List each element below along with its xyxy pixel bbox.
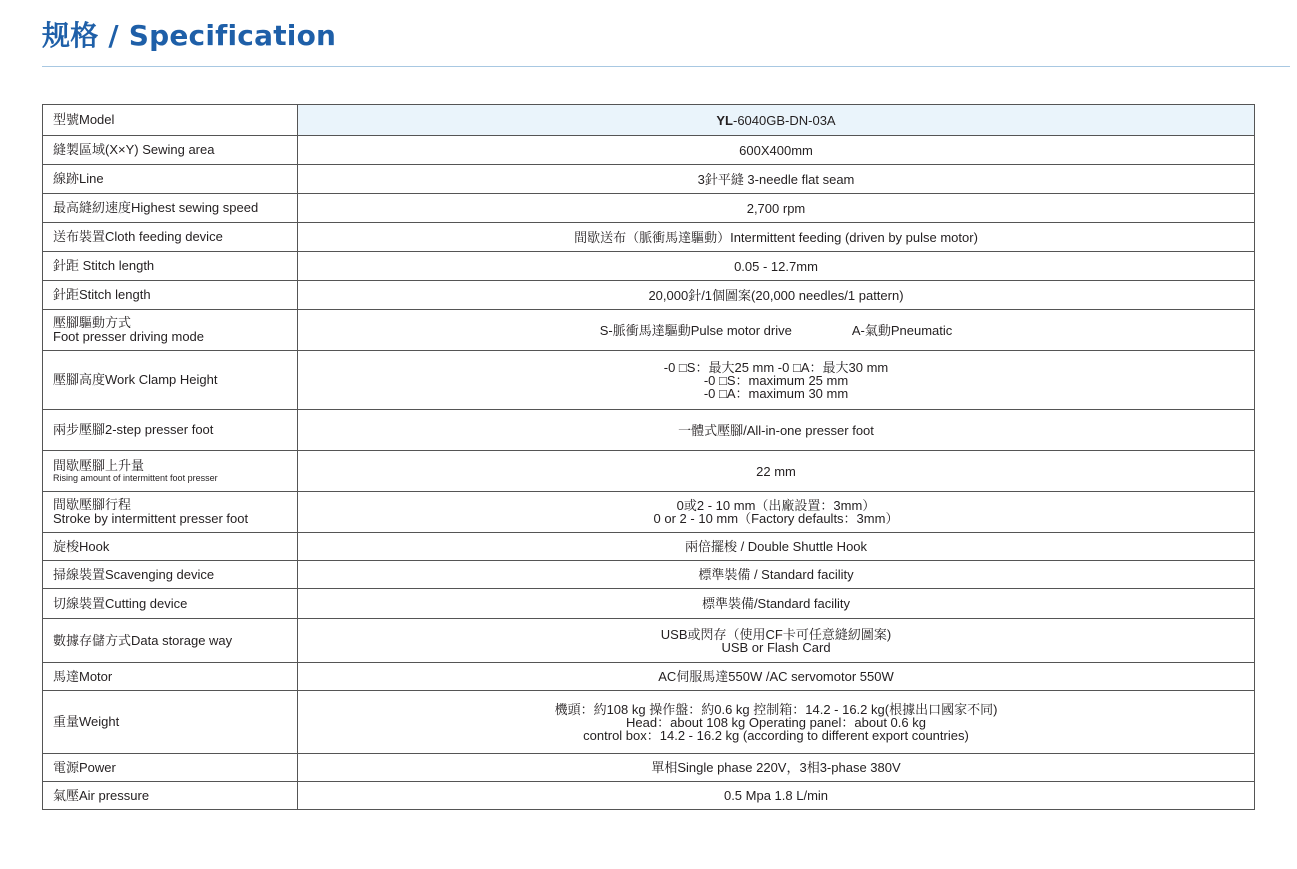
table-row-stitch-count (43, 281, 1255, 310)
row-value: 0.05 - 12.7mm (298, 252, 1255, 281)
row-value: 標準裝備/Standard facility (298, 589, 1255, 619)
row-label: 電源Power (43, 754, 298, 782)
row-label: 兩步壓腳2-step presser foot (43, 410, 298, 451)
row-label: 氣壓Air pressure (43, 782, 298, 810)
spec-table (42, 104, 1255, 810)
value-line: 0或2 - 10 mm（出廠設置：3mm） (676, 498, 876, 513)
table-row-rising-amount (43, 451, 1255, 492)
row-label: 縫製區域(X×Y) Sewing area (43, 136, 298, 165)
table-row-speed (43, 194, 1255, 223)
table-row-stitch-length (43, 252, 1255, 281)
row-value: 間歇送布（脈衝馬達驅動）Intermittent feeding (driven by pulse motor) (298, 223, 1255, 252)
row-value: 一體式壓腳/All-in-one presser foot (298, 410, 1255, 451)
row-label: 重量Weight (43, 691, 298, 754)
model-prefix: YL (716, 112, 733, 128)
row-value: 2,700 rpm (298, 194, 1255, 223)
value-line: -0 □S：maximum 25 mm (703, 372, 849, 388)
row-value: 22 mm (298, 451, 1255, 492)
table-row-line (43, 165, 1255, 194)
row-label-zh: 壓腳驅動方式 (53, 315, 132, 330)
table-row-scavenging (43, 561, 1255, 589)
drive-option-a: A-氣動Pneumatic (851, 322, 953, 338)
row-value: 3針平縫 3-needle flat seam (298, 165, 1255, 194)
row-value (298, 105, 1255, 136)
page-title: 规格 / Specification (42, 19, 337, 52)
table-row-motor (43, 663, 1255, 691)
table-row-data-storage (43, 619, 1255, 663)
value-line: Head：about 108 kg Operating panel：about 0.6 kg (626, 714, 926, 730)
row-label: 壓腳高度Work Clamp Height (43, 351, 298, 410)
row-label: 旋梭Hook (43, 533, 298, 561)
row-label-zh: 間歇壓腳上升量 (53, 457, 145, 473)
row-label: 最高縫紉速度Highest sewing speed (43, 194, 298, 223)
table-row-power (43, 754, 1255, 782)
row-label-zh: 間歇壓腳行程 (53, 497, 132, 512)
row-label: 針距Stitch length (43, 281, 298, 310)
row-value: 標準裝備 / Standard facility (298, 561, 1255, 589)
table-row-weight (43, 691, 1255, 754)
row-label: 針距 Stitch length (43, 252, 298, 281)
value-line: USB or Flash Card (721, 639, 831, 655)
row-value (298, 619, 1255, 663)
value-line: -0 □S：最大25 mm -0 □A：最大30 mm (663, 359, 889, 375)
table-row-sewing-area (43, 136, 1255, 165)
row-label: 數據存儲方式Data storage way (43, 619, 298, 663)
value-line: 機頭：約108 kg 操作盤：約0.6 kg 控制箱：14.2 - 16.2 kg(根據出口國家不同) (554, 701, 998, 717)
row-label: 送布裝置Cloth feeding device (43, 223, 298, 252)
row-value (298, 351, 1255, 410)
model-suffix: -6040GB-DN-03A (733, 112, 836, 128)
table-row-cutting (43, 589, 1255, 619)
table-row-foot-presser-drive (43, 310, 1255, 351)
row-value: 600X400mm (298, 136, 1255, 165)
row-value: 20,000針/1個圖案(20,000 needles/1 pattern) (298, 281, 1255, 310)
value-line: 0 or 2 - 10 mm（Factory defaults：3mm） (653, 511, 899, 526)
row-label (43, 451, 298, 492)
table-row-2-step-foot (43, 410, 1255, 451)
table-row-air-pressure (43, 782, 1255, 810)
table-row-cloth-feeding (43, 223, 1255, 252)
row-label-en: Rising amount of intermittent foot presser (53, 472, 218, 483)
row-label: 掃線裝置Scavenging device (43, 561, 298, 589)
value-line: -0 □A：maximum 30 mm (703, 385, 849, 401)
table-row-model (43, 105, 1255, 136)
table-row-clamp-height (43, 351, 1255, 410)
row-value: 0.5 Mpa 1.8 L/min (298, 782, 1255, 810)
row-label (43, 310, 298, 351)
row-label-en: Foot presser driving mode (53, 329, 205, 344)
value-line: USB或閃存（使用CF卡可任意縫紉圖案) (660, 626, 892, 642)
row-value (298, 310, 1255, 351)
row-value: 單相Single phase 220V，3相3-phase 380V (298, 754, 1255, 782)
row-label: 馬達Motor (43, 663, 298, 691)
row-label: 線跡Line (43, 165, 298, 194)
row-value: AC伺服馬達550W /AC servomotor 550W (298, 663, 1255, 691)
table-row-stroke (43, 492, 1255, 533)
row-label-en: Stroke by intermittent presser foot (53, 511, 249, 526)
table-row-hook (43, 533, 1255, 561)
drive-option-s: S-脈衝馬達驅動Pulse motor drive (599, 322, 792, 338)
row-label: 型號Model (43, 105, 298, 136)
title-divider (42, 66, 1290, 67)
row-value: 兩倍擺梭 / Double Shuttle Hook (298, 533, 1255, 561)
row-value (298, 691, 1255, 754)
row-label: 切線裝置Cutting device (43, 589, 298, 619)
value-line: control box：14.2 - 16.2 kg (according to different export countries) (583, 727, 969, 743)
row-value (298, 492, 1255, 533)
row-label (43, 492, 298, 533)
